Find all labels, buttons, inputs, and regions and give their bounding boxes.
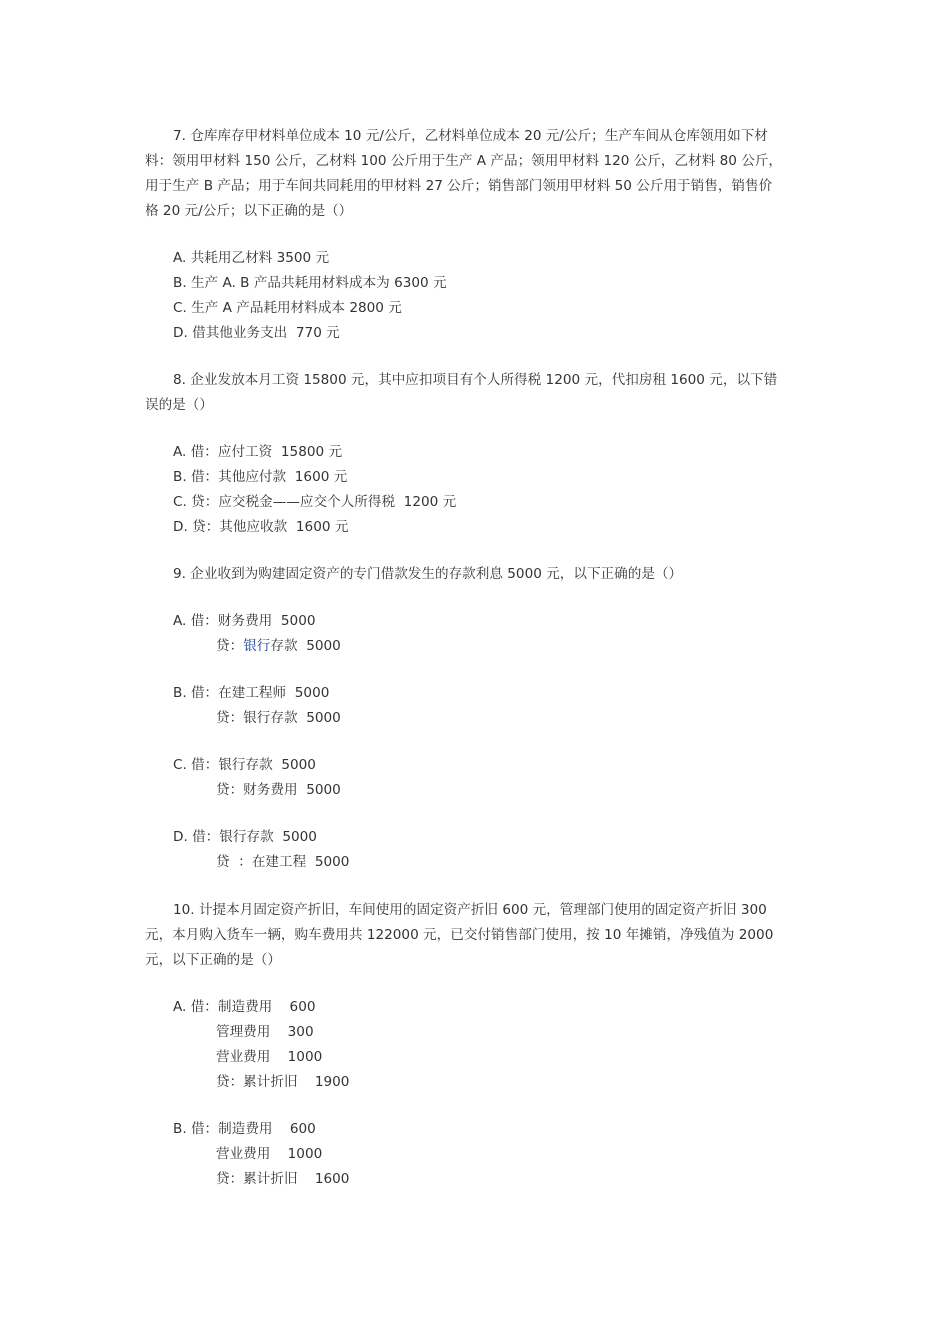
q10-stem-line-2: 元，本月购入货车一辆，购车费用共 122000 元，已交付销售部门使用，按 10 年摊销，净残值为 2000	[145, 927, 774, 943]
q8-option-d: D. 贷：其他应收款 1600 元	[173, 519, 349, 535]
q10-option-a-line-2: 管理费用 300	[216, 1024, 314, 1040]
q8-option-b: B. 借：其他应付款 1600 元	[173, 469, 348, 485]
q9-option-b-debit: B. 借：在建工程师 5000	[173, 685, 330, 701]
q9-option-d-credit: 贷 ：在建工程 5000	[216, 854, 350, 870]
q7-option-a: A. 共耗用乙材料 3500 元	[173, 250, 330, 266]
q9-option-a-credit-prefix: 贷：	[216, 638, 244, 654]
q8-option-a: A. 借：应付工资 15800 元	[173, 444, 343, 460]
q8-stem-line-1: 8. 企业发放本月工资 15800 元，其中应扣项目有个人所得税 1200 元，代扣房租 1600 元，以下错	[173, 372, 778, 388]
q7-stem-line-4: 格 20 元/公斤；以下正确的是（）	[145, 203, 353, 219]
q10-option-b-line-3: 贷：累计折旧 1600	[216, 1171, 350, 1187]
q10-stem-line-3: 元，以下正确的是（）	[145, 952, 281, 968]
q9-option-c-credit: 贷：财务费用 5000	[216, 782, 341, 798]
q8-stem-line-2: 误的是（）	[145, 397, 213, 413]
q9-stem-line-1: 9. 企业收到为购建固定资产的专门借款发生的存款利息 5000 元，以下正确的是（）	[173, 566, 683, 582]
q9-option-c-debit: C. 借：银行存款 5000	[173, 757, 316, 773]
q10-option-b-line-1: B. 借：制造费用 600	[173, 1121, 316, 1137]
q7-stem-line-3: 用于生产 B 产品；用于车间共同耗用的甲材料 27 公斤；销售部门领用甲材料 50 公斤用于销售，销售价	[145, 178, 773, 194]
q9-option-a-debit: A. 借：财务费用 5000	[173, 613, 316, 629]
bank-link[interactable]: 银行	[243, 638, 271, 654]
q9-option-a-credit-suffix: 存款 5000	[270, 638, 341, 654]
q10-stem-line-1: 10. 计提本月固定资产折旧，车间使用的固定资产折旧 600 元，管理部门使用的固定资产折旧 300	[173, 902, 767, 918]
q7-stem-line-2: 料：领用甲材料 150 公斤，乙材料 100 公斤用于生产 A 产品；领用甲材料 120 公斤，乙材料 80 公斤，	[145, 153, 783, 169]
q9-option-d-debit: D. 借：银行存款 5000	[173, 829, 317, 845]
q7-option-d: D. 借其他业务支出 770 元	[173, 325, 340, 341]
q10-option-a-line-4: 贷：累计折旧 1900	[216, 1074, 350, 1090]
q7-option-c: C. 生产 A 产品耗用材料成本 2800 元	[173, 300, 402, 316]
q10-option-a-line-1: A. 借：制造费用 600	[173, 999, 316, 1015]
q9-option-a-credit	[216, 636, 341, 656]
q10-option-b-line-2: 营业费用 1000	[216, 1146, 323, 1162]
q9-option-b-credit: 贷：银行存款 5000	[216, 710, 341, 726]
q8-option-c: C. 贷：应交税金——应交个人所得税 1200 元	[173, 494, 457, 510]
q7-stem-line-1: 7. 仓库库存甲材料单位成本 10 元/公斤，乙材料单位成本 20 元/公斤；生产车间从仓库领用如下材	[173, 128, 768, 144]
q10-option-a-line-3: 营业费用 1000	[216, 1049, 323, 1065]
q7-option-b: B. 生产 A. B 产品共耗用材料成本为 6300 元	[173, 275, 447, 291]
